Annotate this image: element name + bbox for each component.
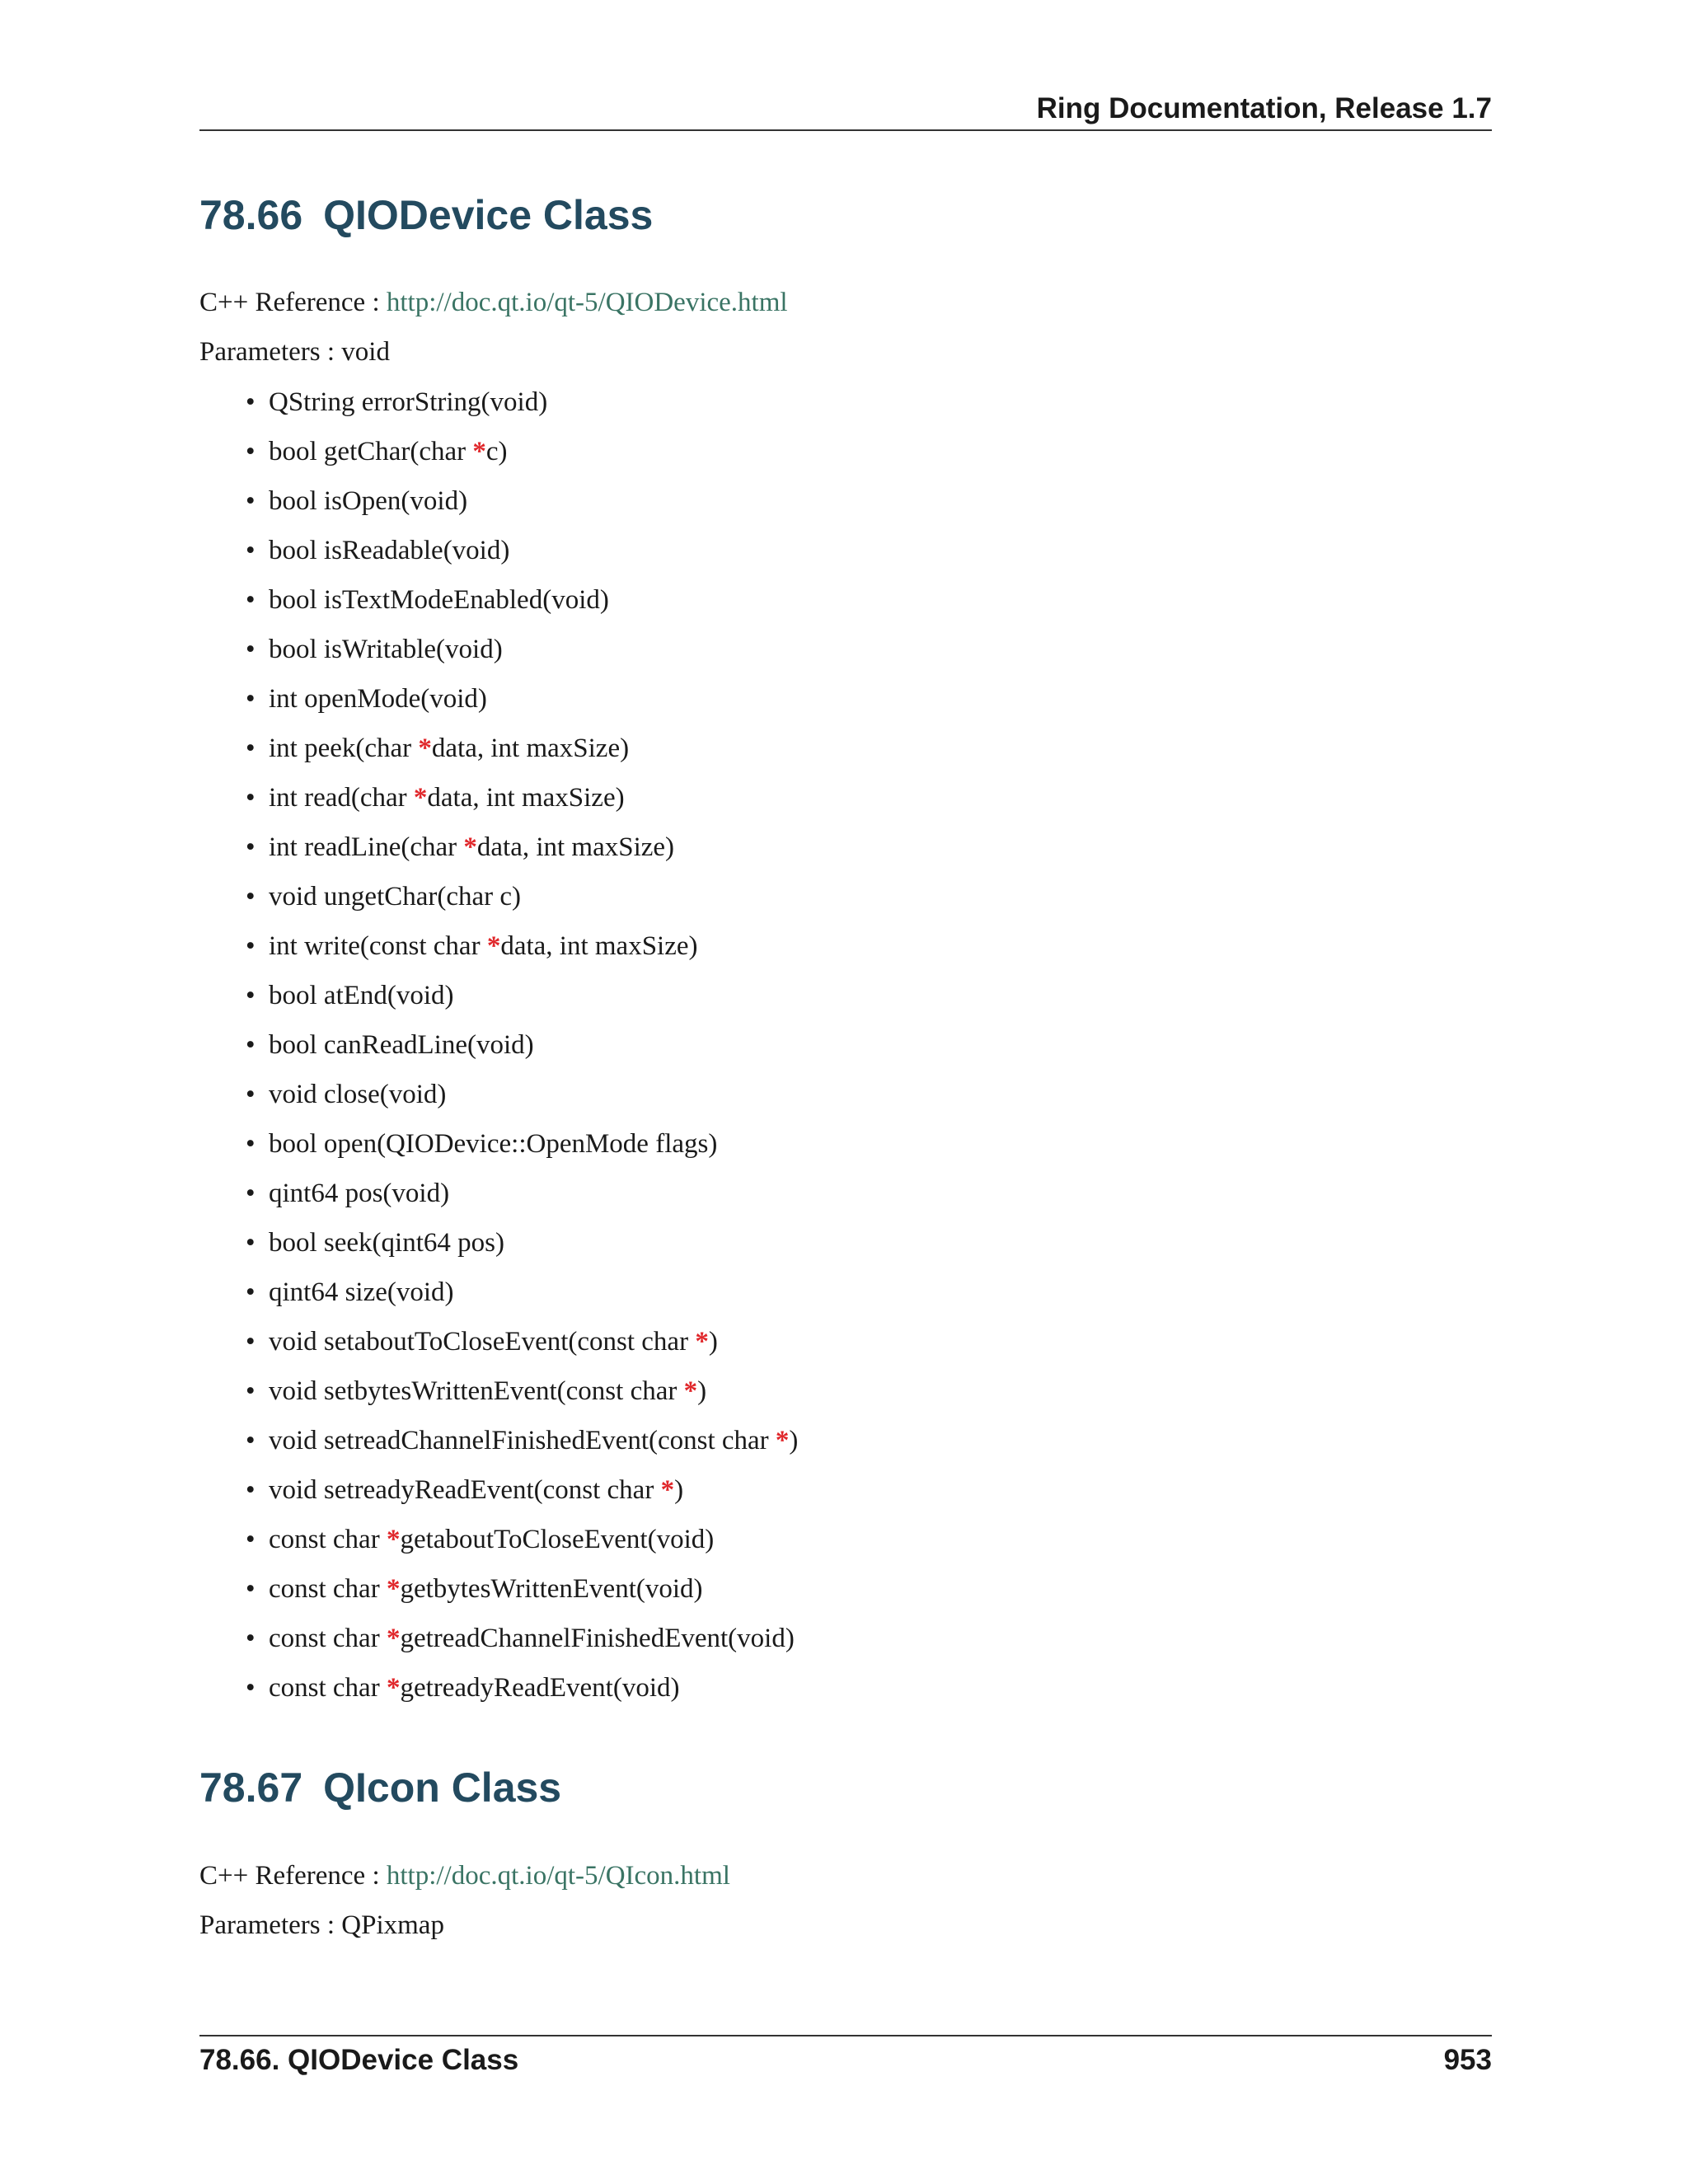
method-list-item	[199, 1671, 798, 1721]
pointer-star: *	[413, 783, 428, 813]
running-header: Ring Documentation, Release 1.7	[1036, 92, 1492, 124]
bullet-icon: •	[246, 1277, 256, 1307]
method-list-item	[199, 583, 798, 633]
method-signature-part: bool open(QIODevice::OpenMode flags)	[269, 1129, 718, 1159]
method-list	[199, 386, 798, 1721]
method-signature-part: int openMode(void)	[269, 684, 487, 714]
parameters-value: void	[341, 337, 390, 367]
pointer-star: *	[386, 1574, 401, 1604]
parameters-line	[199, 335, 390, 368]
bullet-icon: •	[246, 387, 256, 417]
method-signature-part: bool canReadLine(void)	[269, 1030, 534, 1060]
method-signature-part: c)	[485, 437, 508, 466]
method-signature-part: QString errorString(void)	[269, 387, 548, 417]
bullet-icon: •	[246, 1179, 256, 1208]
pointer-star: *	[386, 1673, 401, 1703]
method-list-item	[199, 1572, 798, 1622]
method-list-item	[199, 1375, 798, 1424]
footer-rule	[199, 2035, 1492, 2036]
parameters-value: QPixmap	[341, 1910, 444, 1940]
bullet-icon: •	[246, 635, 256, 664]
cpp-reference-line	[199, 1859, 730, 1892]
method-signature-part: bool isReadable(void)	[269, 536, 510, 565]
reference-label: C++ Reference :	[199, 288, 380, 317]
bullet-icon: •	[246, 486, 256, 516]
bullet-icon: •	[246, 1574, 256, 1604]
method-list-item	[199, 534, 798, 583]
method-list-item	[199, 633, 798, 682]
method-list-item	[199, 435, 798, 485]
bullet-icon: •	[246, 1228, 256, 1258]
method-list-item	[199, 1424, 798, 1474]
method-signature-part: int readLine(char	[269, 832, 464, 862]
method-list-item	[199, 1226, 798, 1276]
method-list-item	[199, 1523, 798, 1572]
reference-link[interactable]: http://doc.qt.io/qt-5/QIcon.html	[386, 1861, 730, 1891]
pointer-star: *	[386, 1624, 401, 1653]
method-signature-part: qint64 size(void)	[269, 1277, 454, 1307]
bullet-icon: •	[246, 1426, 256, 1455]
method-list-item	[199, 930, 798, 979]
method-signature-part: const char	[269, 1673, 387, 1703]
parameters-label: Parameters :	[199, 1910, 335, 1940]
method-signature-part: bool getChar(char	[269, 437, 473, 466]
bullet-icon: •	[246, 981, 256, 1010]
bullet-icon: •	[246, 783, 256, 813]
method-list-item	[199, 732, 798, 781]
method-signature-part: void setaboutToCloseEvent(const char	[269, 1327, 696, 1357]
method-list-item	[199, 485, 798, 534]
method-signature-part: bool isWritable(void)	[269, 635, 503, 664]
running-footer-section: 78.66. QIODevice Class	[199, 2044, 519, 2076]
bullet-icon: •	[246, 437, 256, 466]
method-signature-part: const char	[269, 1624, 387, 1653]
pointer-star: *	[695, 1327, 709, 1357]
pointer-star: *	[775, 1426, 790, 1455]
method-signature-part: const char	[269, 1525, 387, 1554]
method-signature-part: int write(const char	[269, 931, 487, 961]
method-signature-part: void close(void)	[269, 1080, 447, 1109]
bullet-icon: •	[246, 585, 256, 615]
section-title: QIODevice Class	[323, 192, 654, 238]
bullet-icon: •	[246, 1030, 256, 1060]
reference-label: C++ Reference :	[199, 1861, 380, 1891]
method-signature-part: )	[789, 1426, 799, 1455]
bullet-icon: •	[246, 931, 256, 961]
bullet-icon: •	[246, 536, 256, 565]
section-heading-qicon	[199, 1764, 561, 1811]
bullet-icon: •	[246, 1376, 256, 1406]
method-list-item	[199, 880, 798, 930]
parameters-line	[199, 1909, 444, 1942]
method-signature-part: void setreadyReadEvent(const char	[269, 1475, 661, 1505]
method-list-item	[199, 1078, 798, 1127]
bullet-icon: •	[246, 1129, 256, 1159]
method-list-item	[199, 1622, 798, 1671]
bullet-icon: •	[246, 733, 256, 763]
reference-link[interactable]: http://doc.qt.io/qt-5/QIODevice.html	[386, 288, 788, 317]
bullet-icon: •	[246, 1327, 256, 1357]
method-list-item	[199, 831, 798, 880]
pointer-star: *	[418, 733, 432, 763]
bullet-icon: •	[246, 1673, 256, 1703]
section-title: QIcon Class	[323, 1765, 562, 1811]
method-signature-part: data, int maxSize)	[431, 733, 630, 763]
bullet-icon: •	[246, 1475, 256, 1505]
method-signature-part: getbytesWrittenEvent(void)	[400, 1574, 703, 1604]
pointer-star: *	[463, 832, 477, 862]
method-signature-part: data, int maxSize)	[476, 832, 675, 862]
method-signature-part: data, int maxSize)	[427, 783, 625, 813]
cpp-reference-line	[199, 286, 788, 319]
method-signature-part: bool isTextModeEnabled(void)	[269, 585, 609, 615]
method-signature-part: bool isOpen(void)	[269, 486, 468, 516]
section-heading-qiodevice	[199, 191, 653, 239]
method-list-item	[199, 1276, 798, 1325]
method-list-item	[199, 1029, 798, 1078]
method-signature-part: getaboutToCloseEvent(void)	[400, 1525, 715, 1554]
method-signature-part: )	[697, 1376, 707, 1406]
bullet-icon: •	[246, 882, 256, 912]
method-list-item	[199, 682, 798, 732]
method-signature-part: void setreadChannelFinishedEvent(const char	[269, 1426, 776, 1455]
method-signature-part: )	[708, 1327, 718, 1357]
method-signature-part: getreadChannelFinishedEvent(void)	[400, 1624, 795, 1653]
method-signature-part: int read(char	[269, 783, 414, 813]
method-signature-part: data, int maxSize)	[500, 931, 698, 961]
document-page	[199, 0, 1492, 2184]
method-list-item	[199, 1325, 798, 1375]
method-list-item	[199, 1474, 798, 1523]
method-list-item	[199, 386, 798, 435]
method-signature-part: getreadyReadEvent(void)	[400, 1673, 680, 1703]
bullet-icon: •	[246, 1525, 256, 1554]
method-list-item	[199, 1127, 798, 1177]
section-number: 78.66	[199, 192, 303, 238]
pointer-star: *	[683, 1376, 698, 1406]
bullet-icon: •	[246, 1624, 256, 1653]
pointer-star: *	[486, 931, 501, 961]
pointer-star: *	[660, 1475, 675, 1505]
pointer-star: *	[472, 437, 486, 466]
section-number: 78.67	[199, 1765, 303, 1811]
method-signature-part: )	[674, 1475, 684, 1505]
method-signature-part: void setbytesWrittenEvent(const char	[269, 1376, 684, 1406]
bullet-icon: •	[246, 1080, 256, 1109]
bullet-icon: •	[246, 832, 256, 862]
parameters-label: Parameters :	[199, 337, 335, 367]
method-signature-part: void ungetChar(char c)	[269, 882, 522, 912]
method-list-item	[199, 979, 798, 1029]
pointer-star: *	[386, 1525, 401, 1554]
method-list-item	[199, 1177, 798, 1226]
page-number: 953	[1443, 2044, 1492, 2076]
header-rule	[199, 129, 1492, 131]
method-signature-part: bool seek(qint64 pos)	[269, 1228, 504, 1258]
method-signature-part: int peek(char	[269, 733, 419, 763]
method-signature-part: qint64 pos(void)	[269, 1179, 450, 1208]
method-signature-part: bool atEnd(void)	[269, 981, 454, 1010]
method-signature-part: const char	[269, 1574, 387, 1604]
method-list-item	[199, 781, 798, 831]
bullet-icon: •	[246, 684, 256, 714]
